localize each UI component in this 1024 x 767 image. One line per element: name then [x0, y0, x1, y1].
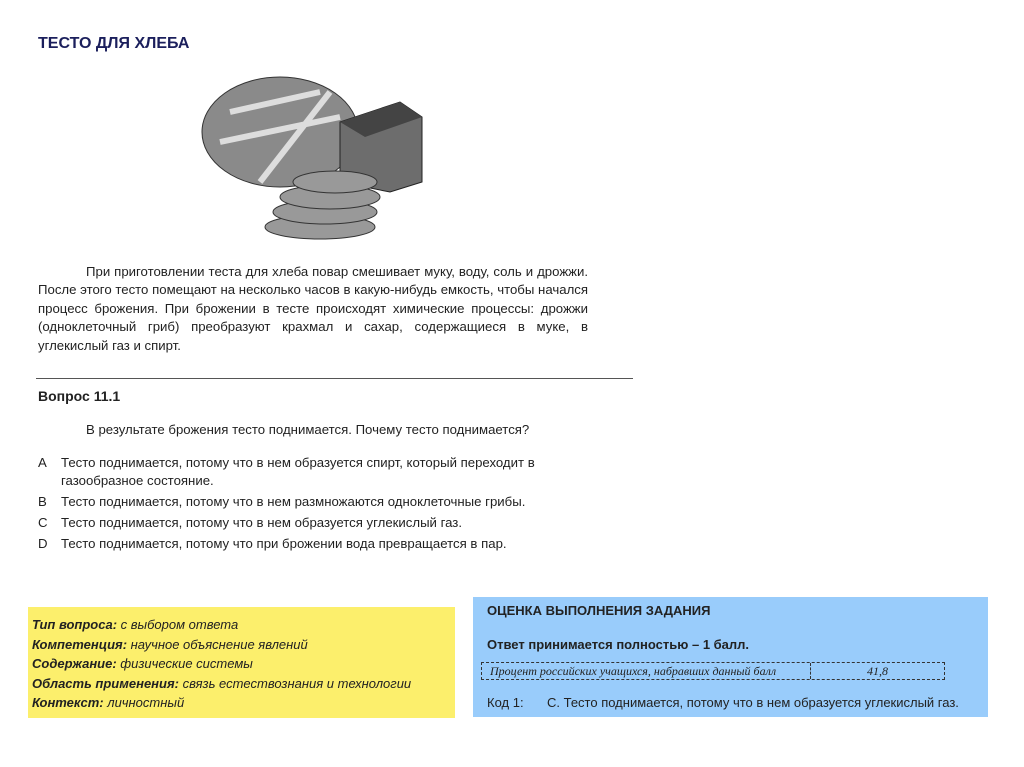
scoring-accept: Ответ принимается полностью – 1 балл.: [487, 637, 750, 652]
bread-illustration: [200, 72, 428, 247]
meta-context: Контекст: личностный: [32, 695, 185, 710]
option-text: Тесто поднимается, потому что в нем образуется углекислый газ.: [61, 515, 463, 530]
page-title: ТЕСТО ДЛЯ ХЛЕБА: [38, 35, 190, 52]
code-label: Код 1:: [487, 695, 524, 710]
option-letter: A: [38, 455, 47, 470]
option-a: [38, 454, 598, 490]
question-title: Вопрос 11.1: [38, 388, 121, 404]
code-text: С. Тесто поднимается, потому что в нем образуется углекислый газ.: [547, 695, 959, 710]
meta-type: Тип вопроса: с выбором ответа: [32, 617, 239, 632]
option-c: [38, 514, 598, 532]
meta-content: Содержание: физические системы: [32, 656, 253, 671]
question-text: В результате брожения тесто поднимается. Почему тесто поднимается?: [86, 422, 530, 437]
meta-area: Область применения: связь естествознания и технологии: [32, 675, 412, 691]
question-meta-box: [28, 607, 455, 718]
intro-paragraph: При приготовлении теста для хлеба повар смешивает муку, воду, соль и дрожжи. После этого тесто помещают на несколько часов в какую-нибудь емкость, чтобы начался процесс брожения. При брожении в тесте происходят химические процессы: дрожжи (одноклеточный гриб) преобразуют крахмал и сахар, содержащиеся в муке, в углекислый газ и спирт.: [38, 264, 588, 353]
option-letter: D: [38, 536, 48, 551]
scoring-heading: ОЦЕНКА ВЫПОЛНЕНИЯ ЗАДАНИЯ: [487, 603, 711, 618]
stat-label: Процент российских учащихся, набравших данный балл: [482, 663, 811, 679]
option-d: [38, 535, 598, 553]
divider: [36, 378, 633, 379]
answer-options: [38, 454, 598, 556]
code-line: [487, 695, 959, 710]
option-letter: C: [38, 515, 48, 530]
option-text: Тесто поднимается, потому что в нем образуется спирт, который переходит в газообразное состояние.: [61, 455, 535, 488]
stat-value: 41,8: [867, 664, 888, 678]
stat-table: [481, 662, 945, 680]
option-text: Тесто поднимается, потому что в нем размножаются одноклеточные грибы.: [61, 494, 526, 509]
meta-competence: Компетенция: научное объяснение явлений: [32, 636, 308, 652]
scoring-box: [473, 597, 988, 717]
option-b: [38, 493, 598, 511]
option-text: Тесто поднимается, потому что при брожении вода превращается в пар.: [61, 536, 507, 551]
option-letter: B: [38, 494, 47, 509]
